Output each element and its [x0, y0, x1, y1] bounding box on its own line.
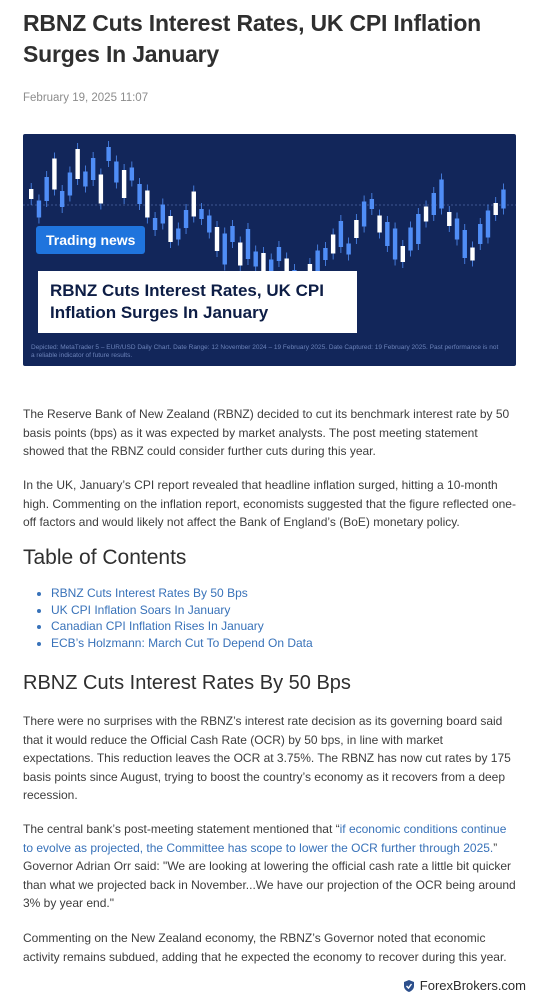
quote-intro-text: The central bank’s post-meeting statement mentioned that “	[23, 822, 340, 836]
toc-link[interactable]: RBNZ Cuts Interest Rates By 50 Bps	[51, 586, 248, 600]
toc-item[interactable]	[51, 602, 313, 619]
banner-disclaimer: Depicted: MetaTrader 5 – EUR/USD Daily Chart. Date Range: 12 November 2024 – 19 February 2025. Date Captured: 19 February 2025. Past performance is not a reliable indicator of future results.	[31, 344, 499, 359]
article-title: RBNZ Cuts Interest Rates, UK CPI Inflation Surges In January	[23, 10, 482, 67]
toc-link[interactable]: Canadian CPI Inflation Rises In January	[51, 619, 264, 633]
quote-link[interactable]: if economic conditions continue to evolve as projected, the Committee has scope to lower the OCR further through 2025.	[23, 822, 507, 855]
intro-paragraph-1: The Reserve Bank of New Zealand (RBNZ) decided to cut its benchmark interest rate by 50 basis points (bps) as it was expected by market analysts. The post meeting statement showed that the RBNZ could consider further cuts during this year.	[23, 407, 510, 459]
toc-item[interactable]	[51, 635, 313, 652]
watermark-text: ForexBrokers.com	[419, 978, 526, 993]
article-date: February 19, 2025 11:07	[23, 92, 149, 104]
section-heading: RBNZ Cuts Interest Rates By 50 Bps	[23, 672, 351, 694]
trading-news-badge: Trading news	[36, 226, 145, 254]
quote-rest-text: ” Governor Adrian Orr said: "We are looking at lowering the official cash rate a little bit quicker than what we projected back in November...We have our projection of the OCR being around 3% by year end."	[23, 840, 516, 911]
article-banner-image	[23, 134, 516, 366]
banner-headline: RBNZ Cuts Interest Rates, UK CPI Inflation Surges In January	[38, 271, 357, 333]
table-of-contents	[23, 585, 313, 651]
toc-item[interactable]	[51, 585, 313, 602]
forexbrokers-watermark	[398, 976, 530, 995]
toc-link[interactable]: UK CPI Inflation Soars In January	[51, 602, 231, 617]
intro-paragraph-2: In the UK, January’s CPI report revealed that headline inflation surged, hitting a 10-month high. Commenting on the inflation report, economists suggested that the figure reflected one-off factors and would likely not affect the Bank of England’s (BoE) monetary policy.	[23, 478, 516, 530]
toc-item[interactable]	[51, 618, 313, 635]
section-paragraph-3: Commenting on the New Zealand economy, the RBNZ’s Governor noted that economic activity remains subdued, adding that he expected the economy to recover during this year.	[23, 931, 507, 964]
section-paragraph-2	[23, 820, 516, 913]
toc-heading: Table of Contents	[23, 546, 187, 569]
shield-icon	[402, 979, 416, 993]
toc-link[interactable]: ECB’s Holzmann: March Cut To Depend On Data	[51, 635, 313, 650]
section-paragraph-1: There were no surprises with the RBNZ’s interest rate decision as its governing board said that it would reduce the Official Cash Rate (OCR) by 50 bps, in line with market expectations. This reduction leaves the OCR at 3.75%. The RBNZ has now cut rates by 175 basis points since August, trying to boost the country’s economy as it recovers from a deep recession.	[23, 714, 511, 803]
